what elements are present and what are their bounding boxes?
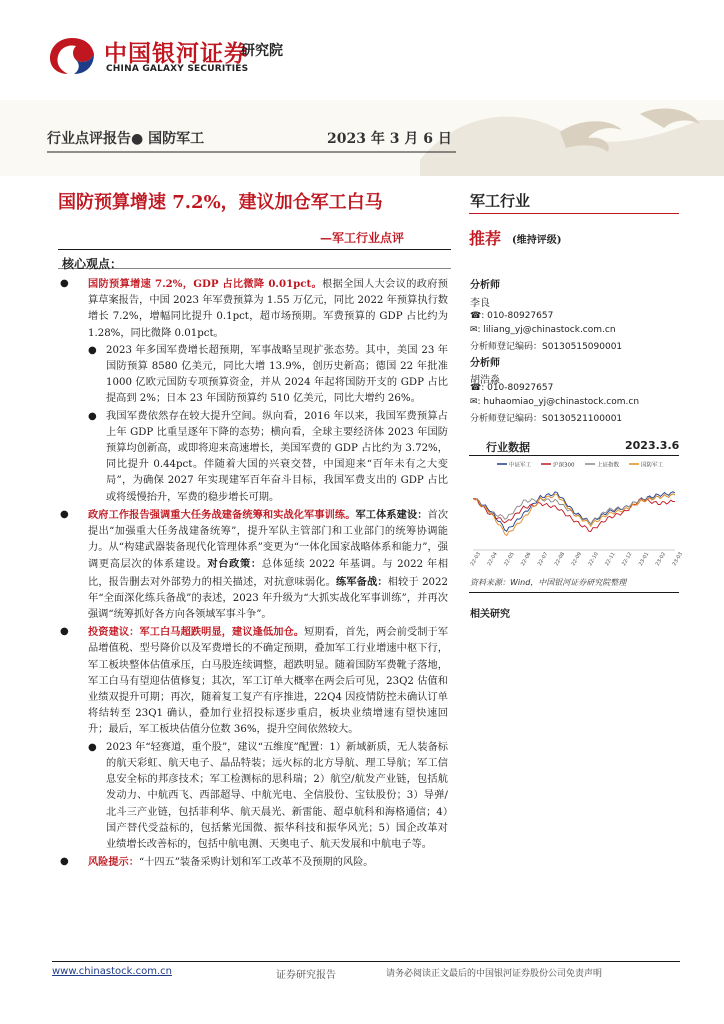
- bullet-icon: ●: [60, 856, 69, 868]
- bullet-text: 短期看，首先，两会前受制于军品增值税、型号降价以及军费增长的不确定预期，叠加军工行业增速中枢下行，军工板块整体估值承压，白马股连续调整，超跌明显。随着国防军费靴子落地，军工白马有望迎估值修复；其次，军工订单大概率在两会后可见，23Q2 估值和业绩双提升可期；再次，随着复工复产有序推进，22Q4 因疫情防控未确认订单将结转至 23Q1 确认，叠加行业招投标逐步重启，板块业绩增速有望快速回升；最后，军工板块估值分位数 36%，提升空间依然较大。: [88, 627, 449, 736]
- legend-label: 中证军工: [509, 462, 532, 469]
- page-subtitle: —军工行业点评: [320, 231, 405, 245]
- bullet-text: 相较于 2022 年“全面深化练兵备战”的表述，2023 年升级为“大抓实战化军事训练”，并再次强调“统筹抓好各方向各领域军事斗争”。: [88, 576, 448, 621]
- x-tick-label: 22-03: [469, 551, 482, 567]
- legend-label: 国防军工: [641, 462, 664, 469]
- industry-chart: [469, 458, 684, 572]
- bullet-text: 总体延续 2022 年基调。与 2022 年相比，报告删去对外部势力的相关描述，对抗意味弱化。: [88, 559, 449, 588]
- page-title: 国防预算增速 7.2%，建议加仓军工白马: [58, 192, 383, 213]
- x-tick-label: 22-04: [486, 551, 499, 567]
- bullet-heading: 政府工作报告强调重大任务战建备统筹和实战化军事训练。: [88, 508, 356, 521]
- x-tick-label: 22-11: [604, 551, 617, 567]
- rating: 推荐: [469, 229, 502, 248]
- x-tick-label: 23-02: [654, 551, 668, 567]
- chart-divider: [469, 455, 679, 456]
- legend-label: 沪深300: [553, 462, 575, 469]
- bullet-text: 2023 年多国军费增长超预期，军事战略呈现扩张态势。其中，美国 23 年国防预算 8580 亿美元，同比大增 13.9%，创历史新高；德国 22 年批准 1000 亿欧元国防专项预算资金，并从 2024 年起将国防开支的 GDP 占比提高到 2%；日本 23 年国防预算约 510 亿美元，同比大增约 26%。: [106, 344, 448, 405]
- x-tick-label: 23-01: [637, 551, 651, 567]
- chart-date: 2023.3.6: [625, 439, 680, 452]
- analyst-name: 胡浩淼: [470, 375, 500, 386]
- bullet-text: 根据全国人大会议的政府预算草案报告，中国 2023 年军费预算为 1.55 万亿元，同比 2022 年预算执行数增长 7.2%，增幅同比提升 0.1pct，超市场预期。军费预算的 GDP 占比约为 1.28%，同比微降 0.01pct。: [88, 279, 448, 339]
- report-type: 行业点评报告● 国防军工: [47, 131, 205, 147]
- bullet-subheading: 练军备战：: [336, 575, 388, 588]
- footer-disclaimer: 请务必阅读正文最后的中国银河证券股份公司免责声明: [386, 969, 603, 979]
- footer-website-link[interactable]: www.chinastock.com.cn: [52, 966, 172, 977]
- bullet-text: “十四五”装备采购计划和军工改革不及预期的风险。: [138, 857, 374, 869]
- company-logo-icon: [46, 34, 98, 78]
- x-tick-label: 22-10: [587, 551, 600, 567]
- analyst-phone: ☎: 010-80927657: [470, 311, 554, 321]
- x-tick-label: 22-08: [553, 551, 567, 567]
- analyst-name: 李良: [470, 298, 490, 309]
- related-research: 相关研究: [470, 609, 510, 620]
- bullet-heading: 风险提示：: [88, 856, 139, 869]
- bullet-text: 我国军费依然存在较大提升空间。纵向看，2016 年以来，我国军费预算占上年 GDP 比重呈逐年下降的态势；横向看，全球主要经济体 2023 年国防预算均创新高，或即将迎来高速增长，美国军费的 GDP 占比约为 3.72%，同比提升 0.44pct。伴随着大国的兴衰交替，中国迎来“百年未有之大变局”，为确保 2027 年实现建军百年奋斗目标，我国军费支出的 GDP 占比或将缓慢抬升，军费的稳步增长可期。: [106, 410, 448, 503]
- chart-source: 资料来源：Wind，中国银河证券研究院整理: [470, 578, 627, 587]
- bullet-icon: ●: [88, 410, 97, 422]
- legend-item: [497, 461, 532, 469]
- x-tick-label: 22-07: [536, 551, 550, 567]
- bullet-icon: ●: [60, 508, 69, 520]
- bullet-text: 首次提出“加强重大任务战建备统筹”，提升军队主管部门和工业部门的统筹协调能力。从“构建武器装备现代化管理体系”变更为“一体化国家战略体系和能力”，强调更高层次的体系建设。: [88, 509, 449, 571]
- legend-item: [585, 461, 620, 469]
- bullet-risk: [60, 854, 448, 871]
- series-line-中证军工: [473, 492, 675, 532]
- bullet-subheading: 军工体系建设：: [355, 508, 428, 521]
- rating-note: (维持评级): [512, 235, 562, 246]
- analyst-heading: 分析师: [470, 280, 500, 291]
- series-line-上证指数: [473, 494, 675, 524]
- analyst-email: ✉: liliang_yj@chinastock.com.cn: [470, 325, 616, 335]
- brand-name-cn: 中国银河证券: [104, 41, 248, 67]
- chart-heading: 行业数据: [486, 441, 530, 454]
- bullet-room: [60, 409, 448, 506]
- x-tick-label: 23-03: [671, 551, 684, 567]
- bullet-budget: [60, 276, 448, 342]
- x-tick-label: 22-09: [570, 551, 583, 567]
- analyst-email: ✉: huhaomiao_yj@chinastock.com.cn: [470, 397, 640, 407]
- report-date: 2023 年 3 月 6 日: [327, 131, 452, 147]
- analyst-heading: 分析师: [470, 358, 500, 369]
- brand-suffix: 研究院: [241, 43, 283, 59]
- bullet-subheading: 对台政策：: [207, 558, 262, 571]
- legend-item: [629, 461, 664, 469]
- sector-divider: [469, 213, 679, 214]
- bullet-allocation: [60, 740, 448, 853]
- x-tick-label: 22-05: [503, 551, 516, 567]
- source-divider: [469, 592, 679, 593]
- x-tick-label: 22-06: [520, 551, 533, 567]
- main-body: [60, 276, 448, 872]
- x-tick-label: 22-12: [621, 551, 634, 567]
- bullet-heading: 投资建议：军工白马超跌明显，建议逢低加仓。: [88, 626, 305, 639]
- bullet-text: 2023 年“轻赛道，重个股”，建议“五维度”配置：1）新域新质，无人装备标的航天彩虹、航天电子、晶品特装；远火标的北方导航、理工导航；军工信息安全标的邦彦技术；军工检测标的思科瑞；2）航空/航发产业链，包括航发动力、中航西飞、西部超导、中航光电、全信股份、宝钛股份；3）导弹/北斗三产业链，包括菲利华、航天晨光、新雷能、超卓航科和海格通信；4）国产替代受益标的，包括紫光国微、振华科技和振华风光；5）国企改革对业绩增长改善标的，包括中航电测、天奥电子、航天发展和中航电子等。: [106, 741, 448, 850]
- bullet-icon: ●: [60, 626, 69, 638]
- analyst-cert: 分析师登记编码：S0130521100001: [470, 414, 623, 424]
- title-divider: [58, 249, 451, 250]
- brand-name-en: CHINA GALAXY SECURITIES: [106, 64, 249, 74]
- bullet-icon: ●: [60, 278, 69, 289]
- core-views-label: 核心观点：: [62, 257, 123, 271]
- analyst-phone: ☎: 010-80927657: [470, 383, 554, 393]
- bullet-gov-report: [60, 507, 448, 623]
- bullet-icon: ●: [88, 741, 97, 753]
- bullet-icon: ●: [88, 344, 97, 356]
- legend-item: [541, 461, 575, 469]
- legend-label: 上证指数: [597, 462, 620, 469]
- bullet-global: [60, 343, 448, 408]
- bullet-heading: 国防预算增速 7.2%，GDP 占比微降 0.01pct。: [88, 278, 323, 290]
- footer-center: 证券研究报告: [276, 970, 336, 981]
- sector-name: 军工行业: [470, 192, 531, 210]
- footer-divider: [52, 961, 680, 962]
- bullet-investment: [60, 624, 448, 738]
- analyst-cert: 分析师登记编码：S0130515090001: [470, 342, 623, 352]
